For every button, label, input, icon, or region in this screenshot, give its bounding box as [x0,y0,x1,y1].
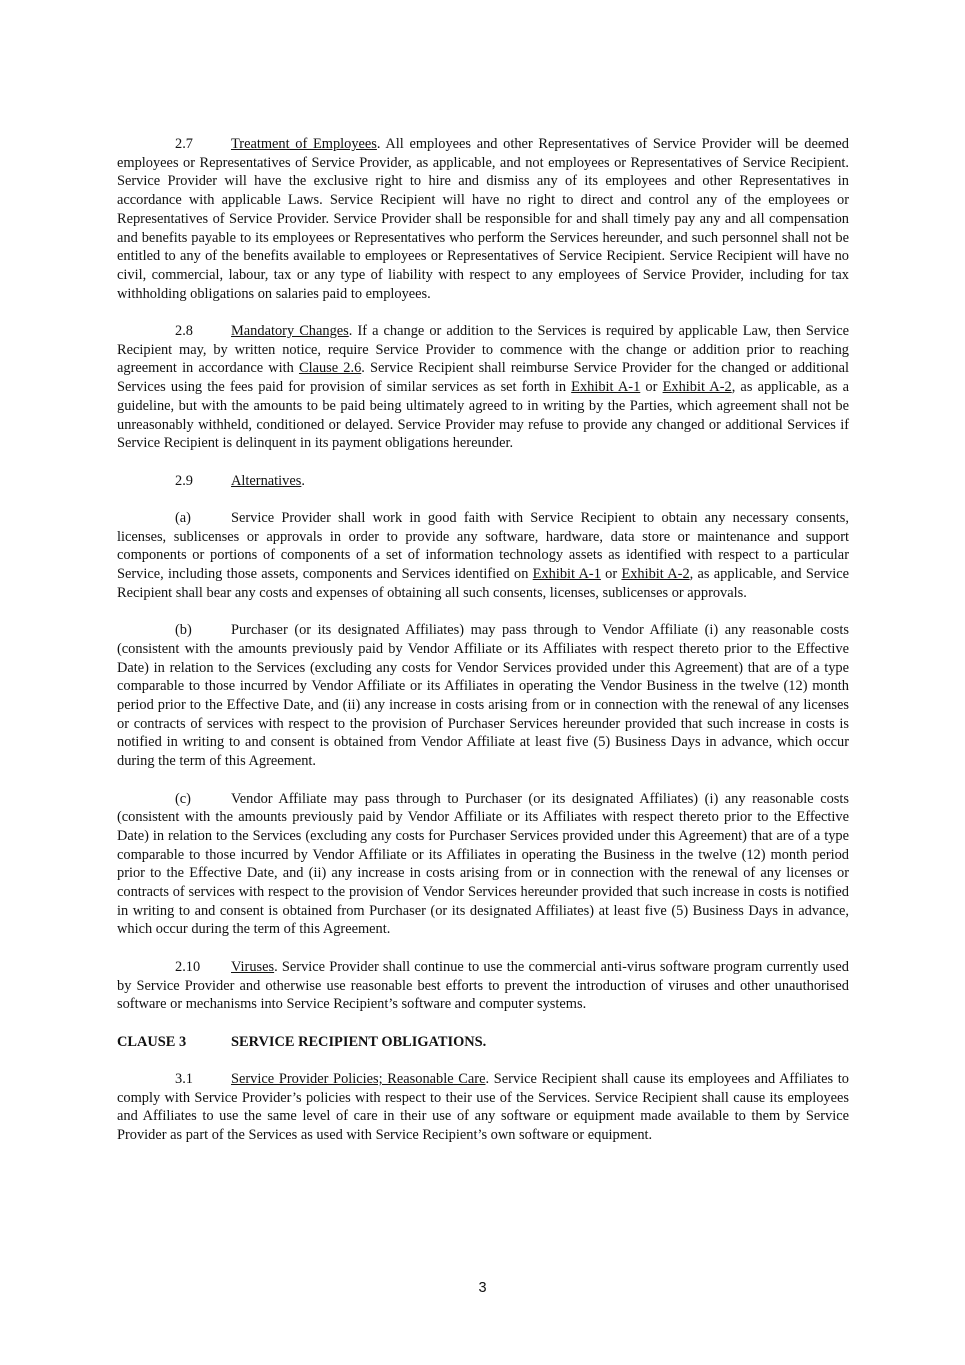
subsection-letter: (a) [175,510,191,527]
section-title: Mandatory Changes [231,323,349,340]
section-2-8 [117,322,849,453]
section-number: 2.9 [175,472,193,489]
section-body: . If a change or addition to the Services is required by applicable Law, then Service Recipient may, by written notice, require Service Provider to commence with the change or addition prior to reaching agreement in accordance with [117,323,849,377]
subsection-body: Vendor Affiliate may pass through to Purchaser (or its designated Affiliates) (i) any reasonable costs (consistent with the amounts previously paid by Vendor Affiliate or its Affiliates with respect thereto prior to the Effective Date) in relation to the Services (excluding any costs for Purchaser Services provided under this Agreement) that are of a type comparable to those incurred by Vendor Affiliate or its Affiliates in operating the Business in the twelve (12) month period prior to the Effective Date, and (ii) any increase in costs arising from or in connection with the renewal of any licenses or contracts of services with respect to the provision of Vendor Services hereunder provided that such increase in costs is notified in writing to and consent is obtained from Purchaser (or its designated Affiliates) at least five (5) Business Days in advance, which occur during the term of this Agreement. [117,790,849,938]
section-title: Alternatives [231,472,302,489]
subsection-letter: (c) [175,790,191,807]
section-body: . Service Recipient shall reimburse Service Provider for the changed or additional Services using the fees paid for provision of similar services as set forth in [117,360,849,396]
subsection-body: , as applicable, and Service Recipient shall bear any costs and expenses of obtaining all such consents, licenses, sublicenses or approvals. [117,566,849,601]
subsection-body: or [600,566,622,583]
section-title: Viruses [231,958,275,975]
section-2-9 [117,472,849,491]
subsection-a [117,509,849,603]
clause-number: CLAUSE 3 [117,1033,187,1050]
exhibit-reference: Exhibit A-1 [532,566,601,583]
section-number: 3.1 [175,1071,193,1088]
clause-title: SERVICE RECIPIENT OBLIGATIONS. [231,1033,487,1050]
section-body: , as applicable, as a guideline, but with the amounts to be paid being ultimately agreed to in writing by the Parties, which agreement shall not be unreasonably withheld, conditioned or delayed. Service Provider may refuse to provide any changed or additional Services if Service Recipient is delinquent in its payment obligations hereunder. [117,379,849,452]
clause-3-heading [117,1033,849,1052]
exhibit-reference: Exhibit A-2 [621,566,690,583]
document-page [117,135,849,1145]
section-body: or [640,379,663,396]
section-number: 2.8 [175,323,193,340]
exhibit-reference: Exhibit A-2 [662,379,732,396]
section-number: 2.10 [175,958,201,975]
section-body: . [301,472,305,489]
section-title: Treatment of Employees [231,136,377,152]
subsection-body: Purchaser (or its designated Affiliates) may pass through to Vendor Affiliate (i) any reasonable costs (consistent with the amounts previously paid by Vendor Affiliate or its Affiliates with respect thereto prior to the Effective Date) in relation to the Services (excluding any costs for Vendor Services provided under this Agreement) that are of a type comparable to those incurred by Vendor Affiliate or its Affiliates in operating the Vendor Business in the twelve (12) month period prior to the Effective Date, and (ii) any increase in costs arising from or in connection with the renewal of any licenses or contracts of services with respect to the provision of Purchaser Services hereunder provided that such increase in costs is notified in writing to and consent is obtained from Vendor Affiliate at least five (5) Business Days in advance, which occur during the term of this Agreement. [117,622,849,770]
section-body: . All employees and other Representatives of Service Provider will be deemed employees or Representatives of Service Provider, as applicable, and not employees or Representatives of Service Recipient. Service Provider will have the exclusive right to hire and dismiss any of its employees and other Representatives in accordance with applicable Laws. Service Recipient will have no right to direct and control any of the employees or Representatives of Service Provider. Service Provider shall be responsible for and shall timely pay any and all compensation and benefits payable to its employees or Representatives who perform the Services hereunder, and such personnel shall not be entitled to any of the benefits available to employees or Representatives of Service Recipient. Service Recipient will have no civil, commercial, labour, tax or any type of liability with respect to any employees of Service Provider, including for tax withholding obligations on salaries paid to employees. [117,136,849,302]
subsection-b [117,621,849,771]
subsection-letter: (b) [175,622,192,639]
section-2-10 [117,958,849,1014]
section-3-1 [117,1070,849,1145]
section-2-7 [117,135,849,303]
section-number: 2.7 [175,136,193,152]
subsection-body: Service Provider shall work in good faith with Service Recipient to obtain any necessary consents, licenses, sublicenses or approvals in order to provide any software, hardware, data store or maintenance and support components or portions of components of a set of information technology assets as identified with respect to a particular Service, including those assets, components and Services identified on [117,510,849,583]
section-body: . Service Recipient shall cause its employees and Affiliates to comply with Service Provider’s policies with respect to their use of the Services. Service Recipient shall cause its employees and Affiliates to use the same level of care in their use of any software or equipment made available to them by Service Provider as part of the Services as used with Service Recipient’s own software or equipment. [117,1071,849,1144]
section-body: . Service Provider shall continue to use the commercial anti-virus software program currently used by Service Provider and otherwise use reasonable best efforts to prevent the introduction of viruses and other unauthorised software or mechanisms into Service Recipient’s software and computer systems. [117,958,849,1013]
page-number: 3 [478,1280,487,1296]
clause-reference: Clause 2.6 [298,360,362,377]
subsection-c [117,790,849,940]
exhibit-reference: Exhibit A-1 [571,379,641,396]
section-title: Service Provider Policies; Reasonable Care [231,1071,486,1088]
